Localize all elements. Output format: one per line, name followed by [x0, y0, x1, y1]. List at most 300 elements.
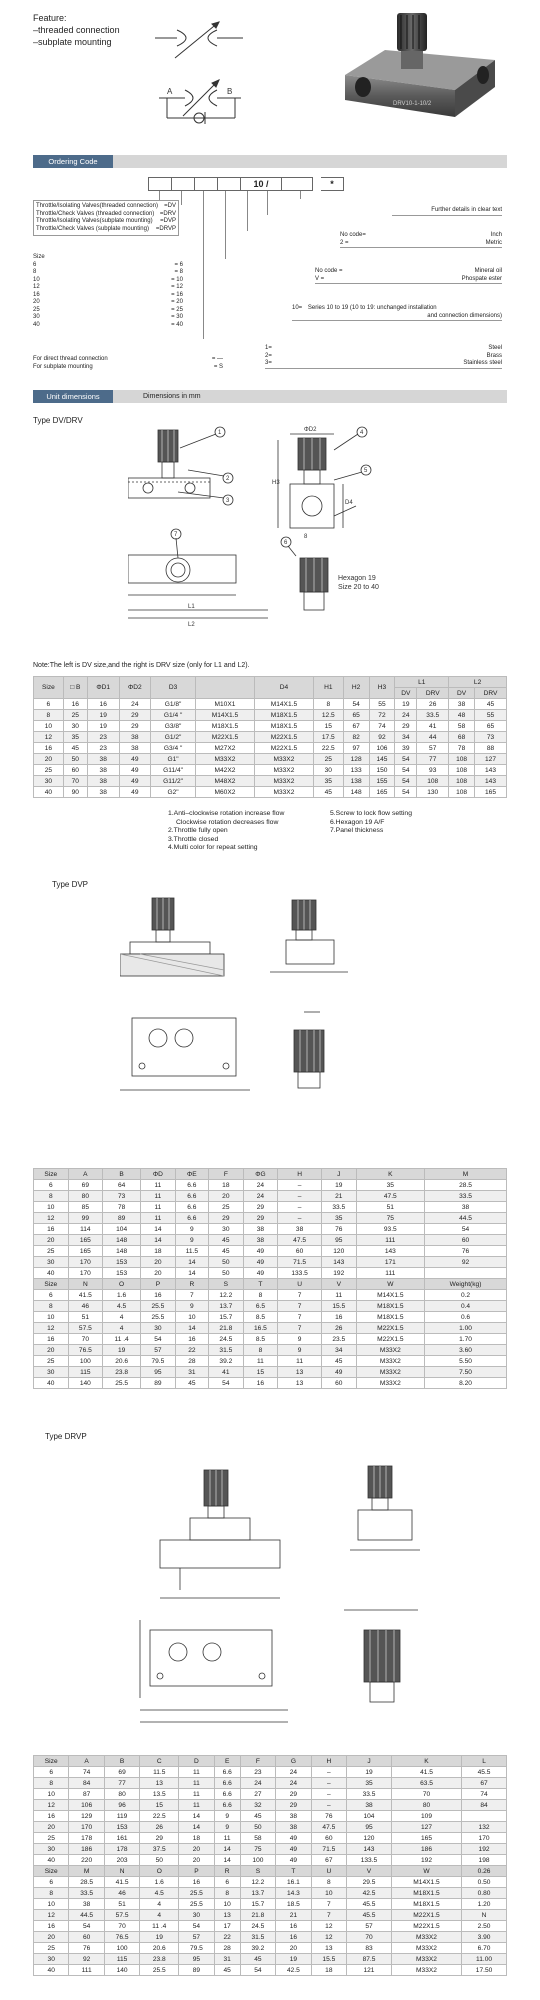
table-row: [34, 765, 507, 776]
table-cell: 178: [69, 1833, 104, 1844]
header-cell: B: [103, 1169, 141, 1180]
table-row: [34, 1356, 507, 1367]
table-cell: G1/4 ": [151, 710, 196, 721]
size-row: [33, 284, 183, 292]
table-cell: G3/8": [151, 721, 196, 732]
table-cell: 74: [369, 721, 395, 732]
header-cell: ΦG: [243, 1169, 278, 1180]
table-cell: 13.7: [240, 1888, 275, 1899]
table-cell: 68: [449, 732, 475, 743]
header-cell: C: [140, 1756, 179, 1767]
table-cell: 11: [278, 1356, 322, 1367]
valve-type-label: Throttle/Check Valves (threaded connection): [36, 210, 155, 217]
table-cell: 178: [104, 1844, 139, 1855]
table-cell: 26: [417, 699, 449, 710]
table-cell: 51: [104, 1899, 139, 1910]
table-cell: 54: [209, 1378, 244, 1389]
connector: [300, 191, 301, 199]
table-cell: 25: [63, 710, 87, 721]
header-cell: ΦD: [141, 1169, 176, 1180]
table-cell: M18X1.5: [254, 710, 313, 721]
table-row: [34, 1778, 507, 1789]
table-cell: 14: [141, 1235, 176, 1246]
table-cell: 75: [240, 1844, 275, 1855]
table-cell: M33X2: [391, 1932, 461, 1943]
table-cell: 25: [34, 1943, 69, 1954]
table-cell: 8: [34, 1191, 69, 1202]
thread-row: [340, 240, 502, 248]
legend-notes-right: [330, 810, 412, 836]
table-cell: 14: [179, 1822, 214, 1833]
size-row: [33, 292, 183, 300]
table-cell: M33X2: [356, 1345, 424, 1356]
table-cell: 35: [313, 776, 343, 787]
table-cell: 114: [68, 1224, 103, 1235]
table-cell: 15: [140, 1800, 179, 1811]
header-cell: H2: [343, 677, 369, 699]
valve-type-code: =DRV: [159, 210, 176, 217]
table-cell: 27: [240, 1789, 275, 1800]
table-cell: M33X2: [195, 754, 254, 765]
table-cell: 4: [140, 1899, 179, 1910]
table-cell: 22.5: [313, 743, 343, 754]
table-row: [34, 743, 507, 754]
table-cell: M22X1.5: [254, 743, 313, 754]
table-cell: 24: [119, 699, 151, 710]
table-cell: 108: [449, 754, 475, 765]
table-cell: 78: [449, 743, 475, 754]
table-row: [34, 1822, 507, 1833]
table-cell: 4.5: [140, 1888, 179, 1899]
table-cell: 170: [68, 1268, 103, 1279]
table-cell: M10X1: [195, 699, 254, 710]
table-cell: G11/4": [151, 765, 196, 776]
table-cell: 1.6: [140, 1877, 179, 1888]
table-cell: 45: [209, 1235, 244, 1246]
thread-code: 2 =: [340, 239, 349, 246]
table-row: [34, 1954, 507, 1965]
valve-type-row: [36, 211, 176, 219]
table-cell: 73: [103, 1191, 141, 1202]
table-cell: 57: [347, 1921, 392, 1932]
table-cell: 49: [321, 1367, 356, 1378]
table-cell: 170: [68, 1257, 103, 1268]
table-cell: 10: [34, 1899, 69, 1910]
table-cell: 18: [209, 1180, 244, 1191]
table-cell: 70: [347, 1932, 392, 1943]
table-cell: 35: [321, 1213, 356, 1224]
header-cell: Size: [34, 1279, 69, 1290]
series-text-2: and connection dimensions): [427, 312, 502, 319]
table-cell: –: [311, 1800, 346, 1811]
table-cell: 77: [104, 1778, 139, 1789]
table-cell: 16: [34, 743, 64, 754]
table-cell: 64: [103, 1180, 141, 1191]
table-row: [34, 1290, 507, 1301]
callout-3: 3: [226, 498, 230, 504]
table-cell: M18X1.5: [391, 1888, 461, 1899]
connection-code: = —: [211, 356, 223, 362]
dvp-drawing: [120, 880, 440, 1150]
table-cell: 54: [343, 699, 369, 710]
table-cell: 19: [395, 699, 417, 710]
size-code: = 16: [171, 291, 183, 298]
table-cell: 28: [175, 1356, 208, 1367]
table-cell: 132: [462, 1822, 507, 1833]
size-value: 25: [33, 306, 40, 313]
table-cell: 49: [276, 1833, 311, 1844]
table-cell: 25: [209, 1202, 244, 1213]
table-cell: 8.5: [243, 1334, 278, 1345]
table-row: [34, 1833, 507, 1844]
size-row: [33, 262, 183, 270]
table-cell: 1.20: [462, 1899, 507, 1910]
table-cell: 16: [87, 699, 119, 710]
table-cell: 12: [34, 732, 64, 743]
dvp-dimension-table: [33, 1168, 507, 1389]
header-cell: H: [278, 1169, 322, 1180]
table-cell: 84: [462, 1800, 507, 1811]
table-cell: 11: [179, 1789, 214, 1800]
table-cell: –: [278, 1202, 322, 1213]
table-cell: 23.8: [103, 1367, 141, 1378]
table-cell: 10: [34, 1312, 69, 1323]
table-cell: 0.4: [425, 1301, 507, 1312]
material-row: [265, 353, 502, 361]
table-cell: 45: [175, 1378, 208, 1389]
table-cell: 16.5: [243, 1323, 278, 1334]
table-cell: M18X1.5: [356, 1301, 424, 1312]
size-value: 8: [33, 269, 37, 275]
header-cell: W: [391, 1866, 461, 1877]
header-cell: L1: [395, 677, 449, 688]
table-cell: 20: [179, 1855, 214, 1866]
table-cell: 23.8: [140, 1954, 179, 1965]
table-cell: 9: [214, 1811, 240, 1822]
size-row: [33, 314, 183, 322]
table-cell: 8: [243, 1290, 278, 1301]
table-cell: 38: [243, 1224, 278, 1235]
table-cell: 9: [214, 1822, 240, 1833]
table-cell: 18: [311, 1965, 346, 1976]
table-cell: 38: [449, 699, 475, 710]
table-cell: M33X2: [391, 1943, 461, 1954]
table-cell: M42X2: [195, 765, 254, 776]
table-cell: 20: [34, 1932, 69, 1943]
thread-type: [340, 232, 502, 248]
table-cell: M18X1.5: [356, 1312, 424, 1323]
table-cell: 71.5: [311, 1844, 346, 1855]
table-cell: 85: [68, 1202, 103, 1213]
table-cell: 38: [87, 776, 119, 787]
table-cell: 1.6: [103, 1290, 141, 1301]
table-cell: 60: [321, 1378, 356, 1389]
table-cell: 38: [87, 787, 119, 798]
thread-code: No code=: [340, 232, 366, 238]
table-cell: 150: [369, 765, 395, 776]
table-cell: 29: [243, 1213, 278, 1224]
table-cell: 19: [103, 1345, 141, 1356]
valve-photo: [325, 5, 510, 120]
table-cell: 108: [449, 765, 475, 776]
table-cell: 148: [103, 1246, 141, 1257]
table-cell: 34: [321, 1345, 356, 1356]
header-cell: N: [68, 1279, 103, 1290]
table-cell: 49: [119, 787, 151, 798]
table-cell: 220: [69, 1855, 104, 1866]
table-cell: 11: [243, 1356, 278, 1367]
table-cell: 15.7: [209, 1312, 244, 1323]
table-cell: 29: [276, 1800, 311, 1811]
table-cell: 30: [313, 765, 343, 776]
header-cell: □ B: [63, 677, 87, 699]
header-cell: J: [347, 1756, 392, 1767]
unit-dimensions-sub: Dimensions in mm: [143, 393, 201, 400]
table-cell: 23.5: [321, 1334, 356, 1345]
table-cell: –: [311, 1778, 346, 1789]
type-dvp-label: Type DVP: [52, 880, 89, 889]
code-boxes: [148, 177, 344, 191]
table-cell: 8.5: [243, 1312, 278, 1323]
table-cell: 4: [103, 1312, 141, 1323]
table-row: [34, 1844, 507, 1855]
legend-note: 4.Multi color for repeat setting: [168, 844, 258, 851]
table-cell: 138: [343, 776, 369, 787]
table-cell: 24: [276, 1767, 311, 1778]
table-cell: 17.5: [313, 732, 343, 743]
table-cell: 80: [391, 1800, 461, 1811]
table-cell: M22X1.5: [391, 1910, 461, 1921]
table-cell: 11 .4: [140, 1921, 179, 1932]
table-row: [34, 1877, 507, 1888]
table-row: [34, 1965, 507, 1976]
table-cell: M33X2: [254, 754, 313, 765]
table-cell: 49: [276, 1844, 311, 1855]
table-cell: 2.50: [462, 1921, 507, 1932]
table-cell: M18X1.5: [391, 1899, 461, 1910]
table-cell: 41.5: [68, 1290, 103, 1301]
table-cell: 33.5: [425, 1191, 507, 1202]
table-cell: 13: [214, 1910, 240, 1921]
table-cell: 25.5: [141, 1312, 176, 1323]
table-cell: 192: [462, 1844, 507, 1855]
table-cell: 89: [103, 1213, 141, 1224]
table-cell: 20: [179, 1844, 214, 1855]
header-cell: V: [321, 1279, 356, 1290]
table-cell: 34: [395, 732, 417, 743]
table-cell: 22.5: [140, 1811, 179, 1822]
table-row: [34, 1767, 507, 1778]
connection-type: [33, 356, 223, 371]
clear-text-label: Further details in clear text: [431, 207, 502, 213]
feature-item: –threaded connection: [33, 25, 120, 35]
table-cell: 25.5: [179, 1888, 214, 1899]
table-cell: 47.5: [311, 1822, 346, 1833]
seal-type: [315, 268, 502, 284]
table-cell: 13.7: [209, 1301, 244, 1312]
code-box: 10 /: [241, 177, 282, 191]
header-cell: ΦD2: [119, 677, 151, 699]
table-row: [34, 1811, 507, 1822]
table-cell: 155: [369, 776, 395, 787]
header-cell: DV: [395, 688, 417, 699]
table-cell: 74: [462, 1789, 507, 1800]
table-cell: 4: [140, 1910, 179, 1921]
table-cell: 11: [141, 1191, 176, 1202]
material-label: Brass: [486, 352, 502, 359]
table-cell: 9: [278, 1334, 322, 1345]
table-cell: 6.6: [214, 1767, 240, 1778]
table-cell: 54: [141, 1334, 176, 1345]
table-cell: 25.5: [103, 1378, 141, 1389]
table-cell: 71.5: [278, 1257, 322, 1268]
table-cell: –: [278, 1180, 322, 1191]
table-cell: 54: [69, 1921, 104, 1932]
header-cell: R: [175, 1279, 208, 1290]
symbol-label-b: B: [227, 87, 233, 96]
table-cell: 10: [214, 1899, 240, 1910]
table-cell: 7: [175, 1290, 208, 1301]
table-cell: 89: [179, 1965, 214, 1976]
table-cell: 3.60: [425, 1345, 507, 1356]
legend-notes-left: [168, 810, 284, 853]
table-cell: 17.50: [462, 1965, 507, 1976]
table-header-row: [34, 677, 507, 688]
header-cell: W: [356, 1279, 424, 1290]
table-cell: 140: [68, 1378, 103, 1389]
material-label: Stainless steel: [463, 360, 502, 366]
table-cell: [425, 1268, 507, 1279]
table-cell: 54: [395, 787, 417, 798]
table-cell: 11: [141, 1202, 176, 1213]
header-cell: DV: [449, 688, 475, 699]
table-cell: 80: [104, 1789, 139, 1800]
table-cell: 165: [475, 787, 507, 798]
table-cell: 121: [347, 1965, 392, 1976]
table-cell: 106: [369, 743, 395, 754]
table-cell: 10: [34, 1202, 69, 1213]
size-code: = 30: [171, 314, 183, 320]
table-cell: 30: [179, 1910, 214, 1921]
table-cell: 54: [179, 1921, 214, 1932]
table-cell: 10: [34, 1789, 69, 1800]
table-cell: 25.5: [140, 1965, 179, 1976]
table-cell: 12.5: [313, 710, 343, 721]
table-cell: 38: [276, 1822, 311, 1833]
table-cell: 11: [179, 1778, 214, 1789]
table-cell: 57: [417, 743, 449, 754]
table-cell: 12.2: [240, 1877, 275, 1888]
table-cell: 108: [449, 787, 475, 798]
table-cell: M33X2: [356, 1378, 424, 1389]
header-cell: N: [104, 1866, 139, 1877]
feature-title: Feature:: [33, 13, 67, 23]
table-cell: 54: [395, 776, 417, 787]
table-cell: 50: [209, 1257, 244, 1268]
symbol-label-a: A: [167, 87, 173, 96]
table-cell: 165: [369, 787, 395, 798]
table-cell: 77: [417, 754, 449, 765]
table-row: [34, 1943, 507, 1954]
table-cell: 133.5: [347, 1855, 392, 1866]
table-cell: 95: [179, 1954, 214, 1965]
header-cell: ΦE: [175, 1169, 208, 1180]
table-cell: 24.5: [240, 1921, 275, 1932]
table-cell: 19: [347, 1767, 392, 1778]
table-cell: M14X1.5: [195, 710, 254, 721]
size-value: 30: [33, 314, 40, 320]
table-cell: 95: [321, 1235, 356, 1246]
callout-1: 1: [218, 430, 222, 436]
callout-4: 4: [360, 430, 364, 436]
callout-6: 6: [284, 540, 288, 546]
table-cell: 23: [87, 743, 119, 754]
table-row: [34, 776, 507, 787]
table-cell: 73: [475, 732, 507, 743]
table-cell: 4.5: [103, 1301, 141, 1312]
table-cell: 7: [311, 1910, 346, 1921]
table-cell: 38: [425, 1202, 507, 1213]
table-cell: M18X1.5: [195, 721, 254, 732]
table-cell: 13.5: [140, 1789, 179, 1800]
table-cell: 153: [104, 1822, 139, 1833]
table-cell: 39: [395, 743, 417, 754]
header-cell: P: [179, 1866, 214, 1877]
table-cell: 12: [34, 1323, 69, 1334]
table-cell: 108: [449, 776, 475, 787]
table-cell: 7: [311, 1899, 346, 1910]
table-cell: 72: [369, 710, 395, 721]
unit-dimensions-title: Unit dimensions: [33, 390, 113, 403]
table-cell: M33X2: [391, 1954, 461, 1965]
table-row: [34, 1899, 507, 1910]
header-cell: A: [68, 1169, 103, 1180]
thread-row: [340, 232, 502, 240]
table-cell: 153: [103, 1268, 141, 1279]
dim-b: 8: [304, 534, 308, 540]
table-cell: 40: [34, 787, 64, 798]
table-cell: 51: [68, 1312, 103, 1323]
table-cell: 148: [103, 1235, 141, 1246]
material-code: 2=: [265, 352, 272, 359]
table-row: [34, 1323, 507, 1334]
table-cell: 49: [119, 754, 151, 765]
table-cell: 32: [240, 1800, 275, 1811]
legend-note: 7.Panel thickness: [330, 827, 384, 834]
table-cell: 38: [278, 1224, 322, 1235]
header-cell: Size: [34, 1756, 69, 1767]
table-cell: 63.5: [391, 1778, 461, 1789]
table-cell: 14: [175, 1323, 208, 1334]
connection-label: For direct thread connection: [33, 356, 108, 362]
table-cell: 19: [321, 1180, 356, 1191]
table-cell: 45: [240, 1954, 275, 1965]
table-row: [34, 732, 507, 743]
header-cell: S: [209, 1279, 244, 1290]
table-cell: 8.20: [425, 1378, 507, 1389]
connector: [181, 191, 182, 205]
header-cell: V: [347, 1866, 392, 1877]
table-cell: 7.50: [425, 1367, 507, 1378]
table-cell: 30: [209, 1224, 244, 1235]
dim-d2: ΦD2: [304, 427, 317, 433]
table-cell: 24: [243, 1191, 278, 1202]
table-cell: 93: [417, 765, 449, 776]
connection-label: For subplate mounting: [33, 363, 93, 370]
table-cell: 11.5: [140, 1767, 179, 1778]
table-cell: 92: [369, 732, 395, 743]
table-cell: 74: [69, 1767, 104, 1778]
